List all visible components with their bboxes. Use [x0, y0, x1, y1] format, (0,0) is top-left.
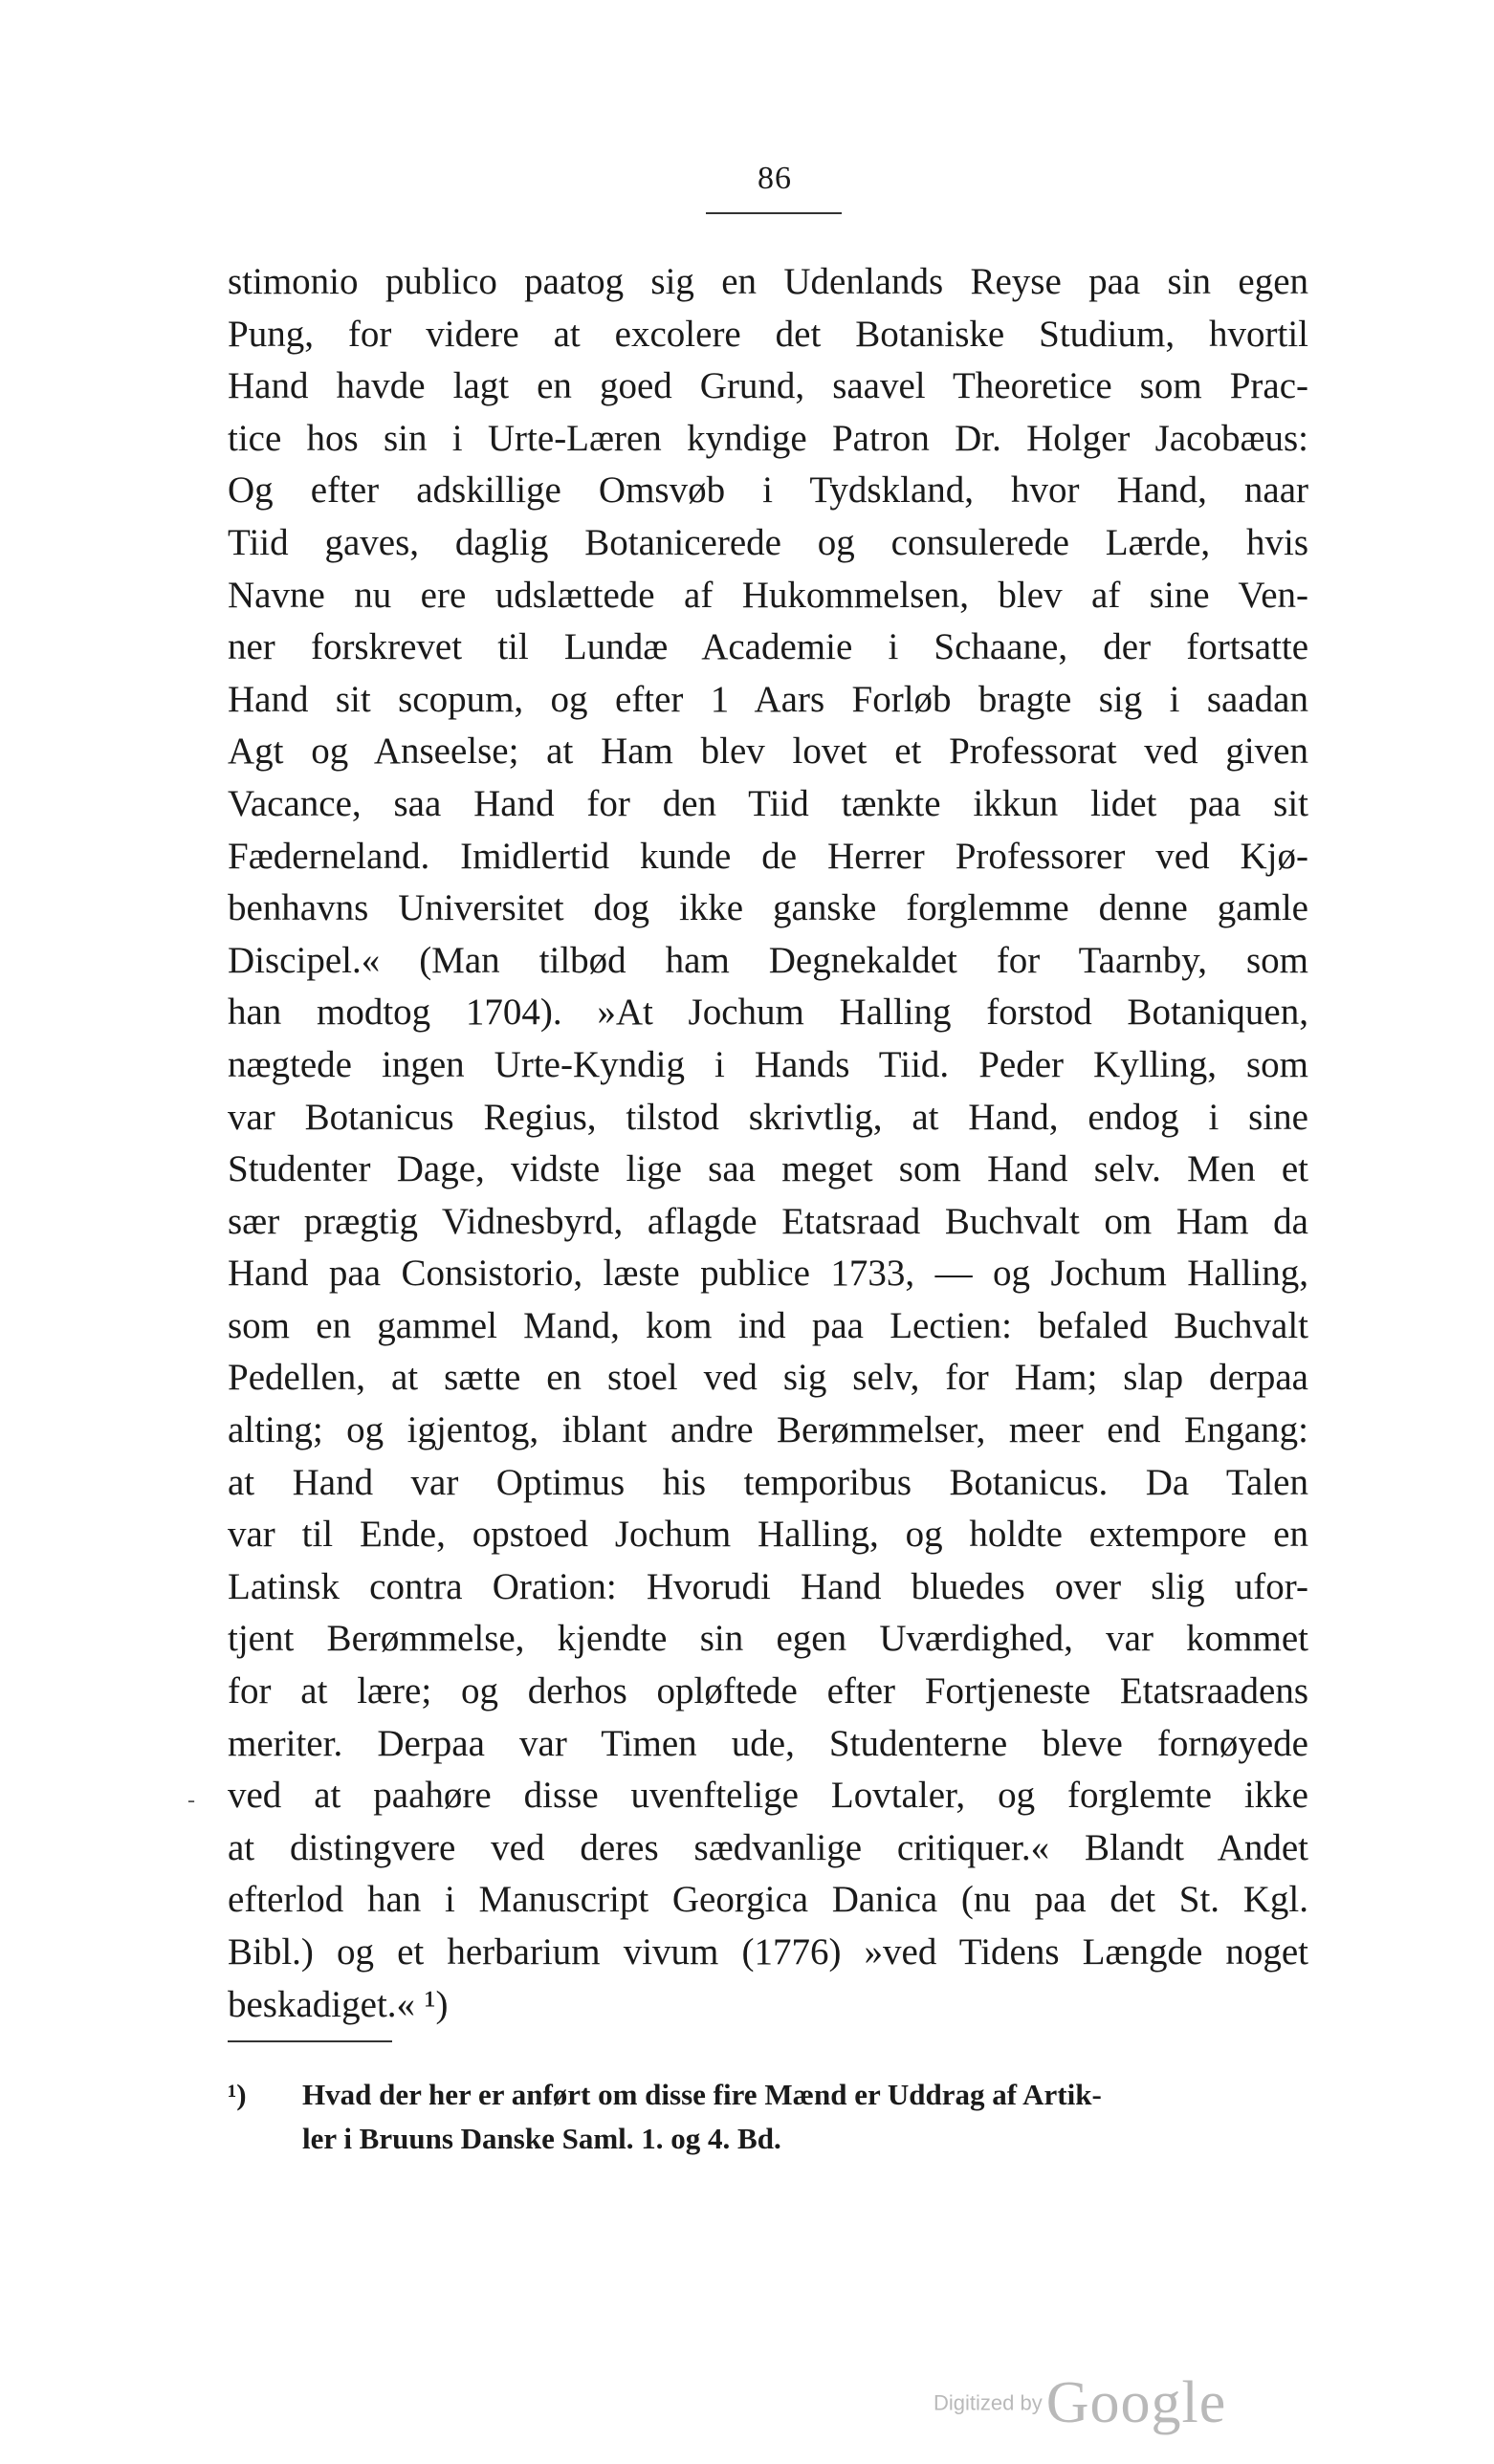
text-line: Studenter Dage, vidste lige saa meget som Hand selv. Men et: [228, 1148, 1308, 1190]
footnote-text-1: Hvad der her er anført om disse fire Mænd er Uddrag af Artik-: [302, 2078, 1102, 2111]
text-line: Latinsk contra Oration: Hvorudi Hand bluedes over slig ufor-: [228, 1565, 1308, 1607]
text-line: sær prægtig Vidnesbyrd, aflagde Etatsraad Buchvalt om Ham da: [228, 1200, 1308, 1242]
text-line: at distingvere ved deres sædvanlige critiquer.« Blandt Andet: [228, 1826, 1308, 1868]
text-line: tice hos sin i Urte-Læren kyndige Patron Dr. Holger Jacobæus:: [228, 417, 1308, 459]
text-line: at Hand var Optimus his temporibus Botanicus. Da Talen: [228, 1461, 1308, 1503]
text-line: Navne nu ere udslættede af Hukommelsen, blev af sine Ven-: [228, 574, 1308, 616]
text-line: ved at paahøre disse uvеnftelige Lovtaler, og forglemte ikke: [228, 1775, 1308, 1817]
text-line: Bibl.) og et herbarium vivum (1776) »ved Tidens Længde noget: [228, 1931, 1308, 1973]
footnote-line-1: [228, 2073, 1308, 2117]
text-line: alting; og igjentog, iblant andre Berømmelser, meer end Engang:: [228, 1409, 1308, 1451]
footnote-text-2: ler i Bruuns Danske Saml. 1. og 4. Bd.: [302, 2122, 781, 2155]
text-line: tjent Berømmelse, kjendte sin egen Uværdighed, var kommet: [228, 1618, 1308, 1660]
footnote-marker: ¹): [228, 2078, 247, 2111]
text-line: Pedellen, at sætte en stoel ved sig selv, for Ham; slap derpaa: [228, 1357, 1308, 1399]
text-line: efterlod han i Manuscript Georgica Danica (nu paa det St. Kgl.: [228, 1879, 1308, 1921]
google-logo: Google: [1045, 2370, 1227, 2435]
footnote-line-2: [228, 2117, 1308, 2161]
text-line: Hand sit scopum, og efter 1 Aars Forløb bragte sig i saadan: [228, 678, 1308, 720]
text-line: som en gammel Mand, kom ind paa Lectien: befaled Buchvalt: [228, 1304, 1308, 1346]
page-number-rule: [706, 212, 842, 214]
footnote-rule: [228, 2040, 392, 2042]
text-line: for at lære; og derhos opløftede efter Fortjeneste Etatsraadens: [228, 1670, 1308, 1712]
body-text: [228, 256, 1308, 2031]
text-line: Hand paa Consistorio, læste publice 1733, — og Jochum Halling,: [228, 1253, 1308, 1295]
margin-mark: -: [187, 1788, 195, 1813]
text-line: nægtede ingen Urte-Kyndig i Hands Tiid. Peder Kylling, som: [228, 1043, 1308, 1085]
text-line: meriter. Derpaa var Timen ude, Studenterne bleve fornøyede: [228, 1722, 1308, 1764]
text-line: Agt og Anseelse; at Ham blev lovet et Professorat ved given: [228, 730, 1308, 773]
text-line: stimonio publico paatog sig en Udenlands Reyse paa sin egen: [228, 261, 1308, 302]
google-watermark: [934, 2369, 1226, 2437]
text-line: benhavns Universitet dog ikke ganske forglemme denne gamle: [228, 887, 1308, 929]
text-line: Pung, for videre at excolere det Botaniske Studium, hvortil: [228, 313, 1308, 355]
text-line: Fæderneland. Imidlertid kunde de Herrer Professorer ved Kjø-: [228, 835, 1308, 877]
text-line: Discipel.« (Man tilbød ham Degnekaldet for Taarnby, som: [228, 939, 1308, 981]
text-line: var til Ende, opstoed Jochum Halling, og holdte extempore en: [228, 1514, 1308, 1556]
footnote: [228, 2073, 1308, 2161]
text-line: ner forskrevet til Lundæ Academie i Schaane, der fortsatte: [228, 626, 1308, 668]
text-line: Hand havde lagt en goed Grund, saavel Theoretice som Prac-: [228, 365, 1308, 407]
text-line: Og efter adskillige Omsvøb i Tydskland, hvor Hand, naar: [228, 469, 1308, 512]
text-line-last: beskadiget.« ¹): [228, 1983, 449, 2025]
text-line: han modtog 1704). »At Jochum Halling forstod Botaniquen,: [228, 992, 1308, 1034]
page-number: 86: [758, 161, 792, 196]
text-line: Tiid gaves, daglig Botanicerede og consulerede Lærde, hvis: [228, 521, 1308, 563]
text-line: Vacance, saa Hand for den Tiid tænkte ikkun lidet paa sit: [228, 782, 1308, 824]
text-line: var Botanicus Regius, tilstod skrivtlig, at Hand, endog i sine: [228, 1096, 1308, 1138]
watermark-prefix: Digitized by: [934, 2390, 1043, 2415]
